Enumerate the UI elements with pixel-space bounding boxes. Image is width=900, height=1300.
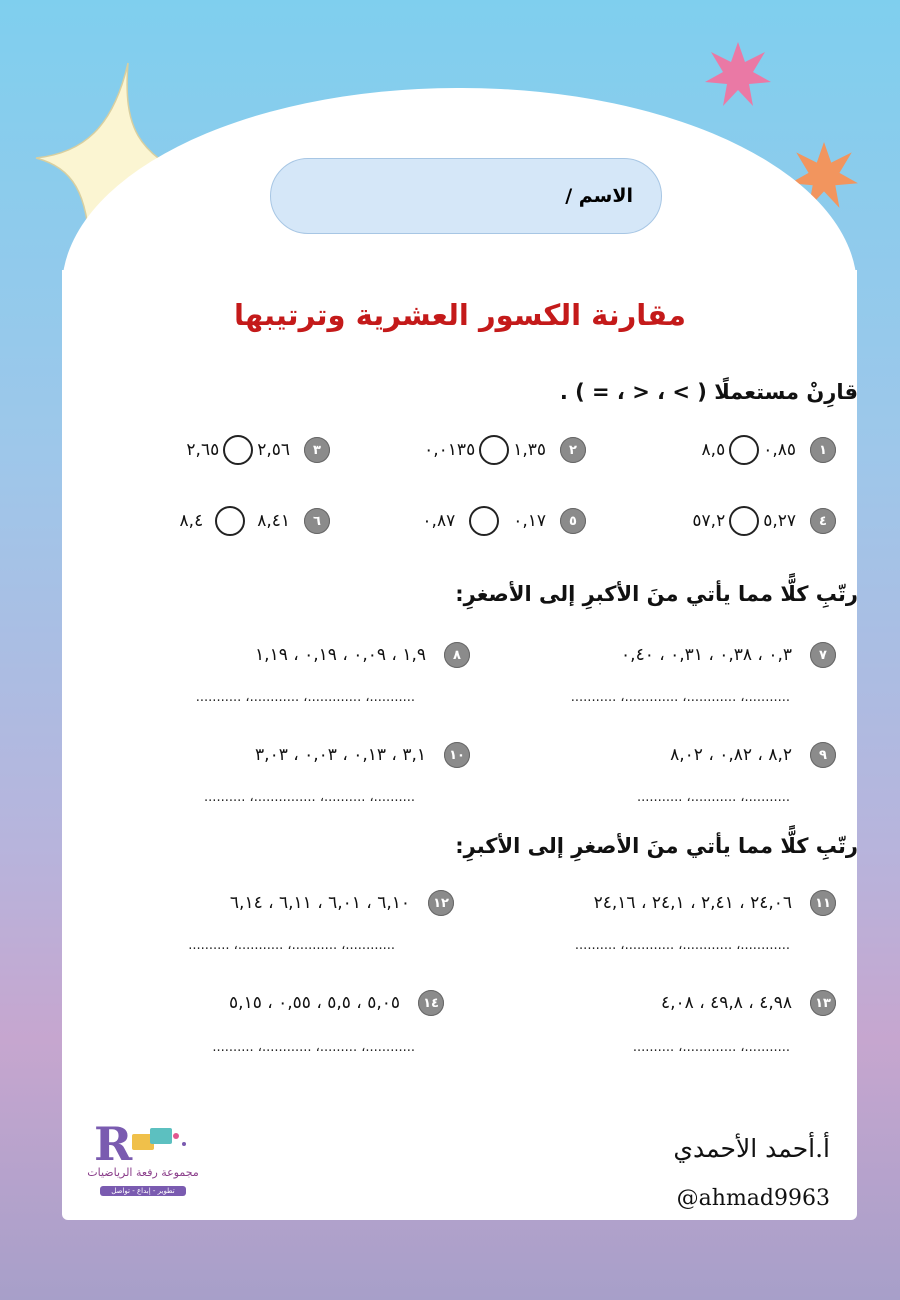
logo-subtext: تطوير - إبداع - تواصل	[100, 1186, 186, 1196]
question-number-badge: ١٤	[418, 990, 444, 1016]
logo-text: مجموعة رفعة الرياضيات	[87, 1166, 199, 1179]
answer-circle[interactable]	[215, 506, 245, 536]
answer-blank-line[interactable]: ...........، ............، .............، ...........	[570, 690, 790, 705]
compare-right-value: ٨,٥	[701, 440, 726, 460]
compare-right-value: ٠,٠١٣٥	[424, 440, 476, 460]
page-title: مقارنة الكسور العشرية وترتيبها	[233, 298, 687, 332]
answer-blank-line[interactable]: ...........، .............، ............، ...........	[195, 690, 415, 705]
order-asc-instruction: رتّبِ كلًّا مما يأتي منَ الأصغرِ إلى الأكبرِ:	[455, 834, 858, 858]
compare-question-6	[180, 506, 330, 536]
svg-text:R: R	[94, 1118, 133, 1171]
question-number-badge: ٨	[444, 642, 470, 668]
question-number-badge: ٩	[810, 742, 836, 768]
pink-star-decoration	[703, 40, 773, 110]
order-question-7	[621, 640, 836, 670]
compare-left-value: ٠,٨٥	[763, 440, 796, 460]
numbers-list: ٠,٣ ، ٠,٣٨ ، ٠,٣١ ، ٠,٤٠	[621, 645, 792, 665]
order-question-12	[230, 888, 454, 918]
compare-right-value: ٠,٨٧	[422, 511, 456, 531]
question-number-badge: ٦	[304, 508, 330, 534]
compare-left-value: ٠,١٧	[513, 511, 546, 531]
question-number-badge: ١٠	[444, 742, 470, 768]
question-number-badge: ١٢	[428, 890, 454, 916]
question-number-badge: ٣	[304, 437, 330, 463]
question-number-badge: ٢	[560, 437, 586, 463]
numbers-list: ٢٤,٠٦ ، ٢,٤١ ، ٢٤,١ ، ٢٤,١٦	[593, 893, 792, 913]
compare-question-3	[186, 435, 330, 465]
numbers-list: ٥,٠٥ ، ٥,٥ ، ٠,٥٥ ، ٥,١٥	[229, 993, 400, 1013]
order-question-8	[255, 640, 470, 670]
order-desc-instruction: رتّبِ كلًّا مما يأتي منَ الأكبرِ إلى الأصغرِ:	[455, 582, 858, 606]
compare-left-value: ١,٣٥	[513, 440, 546, 460]
name-field[interactable]	[270, 158, 662, 234]
answer-circle[interactable]	[729, 506, 759, 536]
answer-blank-line[interactable]: ...........، ...........، ...........	[636, 790, 790, 805]
name-label: الاسم /	[565, 185, 633, 207]
compare-question-2	[424, 435, 586, 465]
answer-blank-line[interactable]: ............، ...........، ...........، ..........	[188, 938, 395, 953]
compare-question-5	[422, 506, 586, 536]
answer-blank-line[interactable]: ...........، .............، ..........	[632, 1040, 790, 1055]
answer-circle[interactable]	[729, 435, 759, 465]
numbers-list: ٦,١٠ ، ٦,٠١ ، ٦,١١ ، ٦,١٤	[229, 893, 410, 913]
compare-right-value: ٨,٤	[179, 511, 204, 531]
order-question-14	[229, 988, 444, 1018]
order-question-10	[255, 740, 470, 770]
question-number-badge: ١	[810, 437, 836, 463]
answer-circle[interactable]	[223, 435, 253, 465]
order-question-11	[594, 888, 836, 918]
question-number-badge: ٥	[560, 508, 586, 534]
compare-left-value: ٨,٤١	[257, 511, 290, 531]
order-question-9	[670, 740, 836, 770]
answer-blank-line[interactable]: ............، .........، ............، ..........	[212, 1040, 415, 1055]
answer-circle[interactable]	[469, 506, 499, 536]
question-number-badge: ١١	[810, 890, 836, 916]
answer-blank-line[interactable]: ..........، ..........، ...............، ..........	[204, 790, 415, 805]
numbers-list: ٨,٢ ، ٠,٨٢ ، ٨,٠٢	[670, 745, 792, 765]
compare-right-value: ٢,٦٥	[186, 440, 220, 460]
compare-right-value: ٥٧,٢	[692, 511, 726, 531]
compare-question-4	[692, 506, 836, 536]
answer-circle[interactable]	[479, 435, 509, 465]
numbers-list: ٤,٩٨ ، ٤٩,٨ ، ٤,٠٨	[661, 993, 792, 1013]
compare-instruction: قارِنْ مستعملًا ( > ، < ، = ) .	[559, 380, 858, 404]
order-question-13	[661, 988, 836, 1018]
compare-left-value: ٥,٢٧	[763, 511, 796, 531]
author-name: أ.أحمد الأحمدي	[673, 1134, 830, 1163]
author-handle: @ahmad9963	[676, 1186, 830, 1211]
question-number-badge: ١٣	[810, 990, 836, 1016]
question-number-badge: ٧	[810, 642, 836, 668]
numbers-list: ٣,١ ، ٠,١٣ ، ٠,٠٣ ، ٣,٠٣	[255, 745, 426, 765]
numbers-list: ١,٩ ، ٠,٠٩ ، ٠,١٩ ، ١,١٩	[255, 645, 426, 665]
question-number-badge: ٤	[810, 508, 836, 534]
compare-question-1	[702, 435, 836, 465]
compare-left-value: ٢,٥٦	[257, 440, 290, 460]
answer-blank-line[interactable]: ............، ............، ............، ..........	[574, 938, 790, 953]
